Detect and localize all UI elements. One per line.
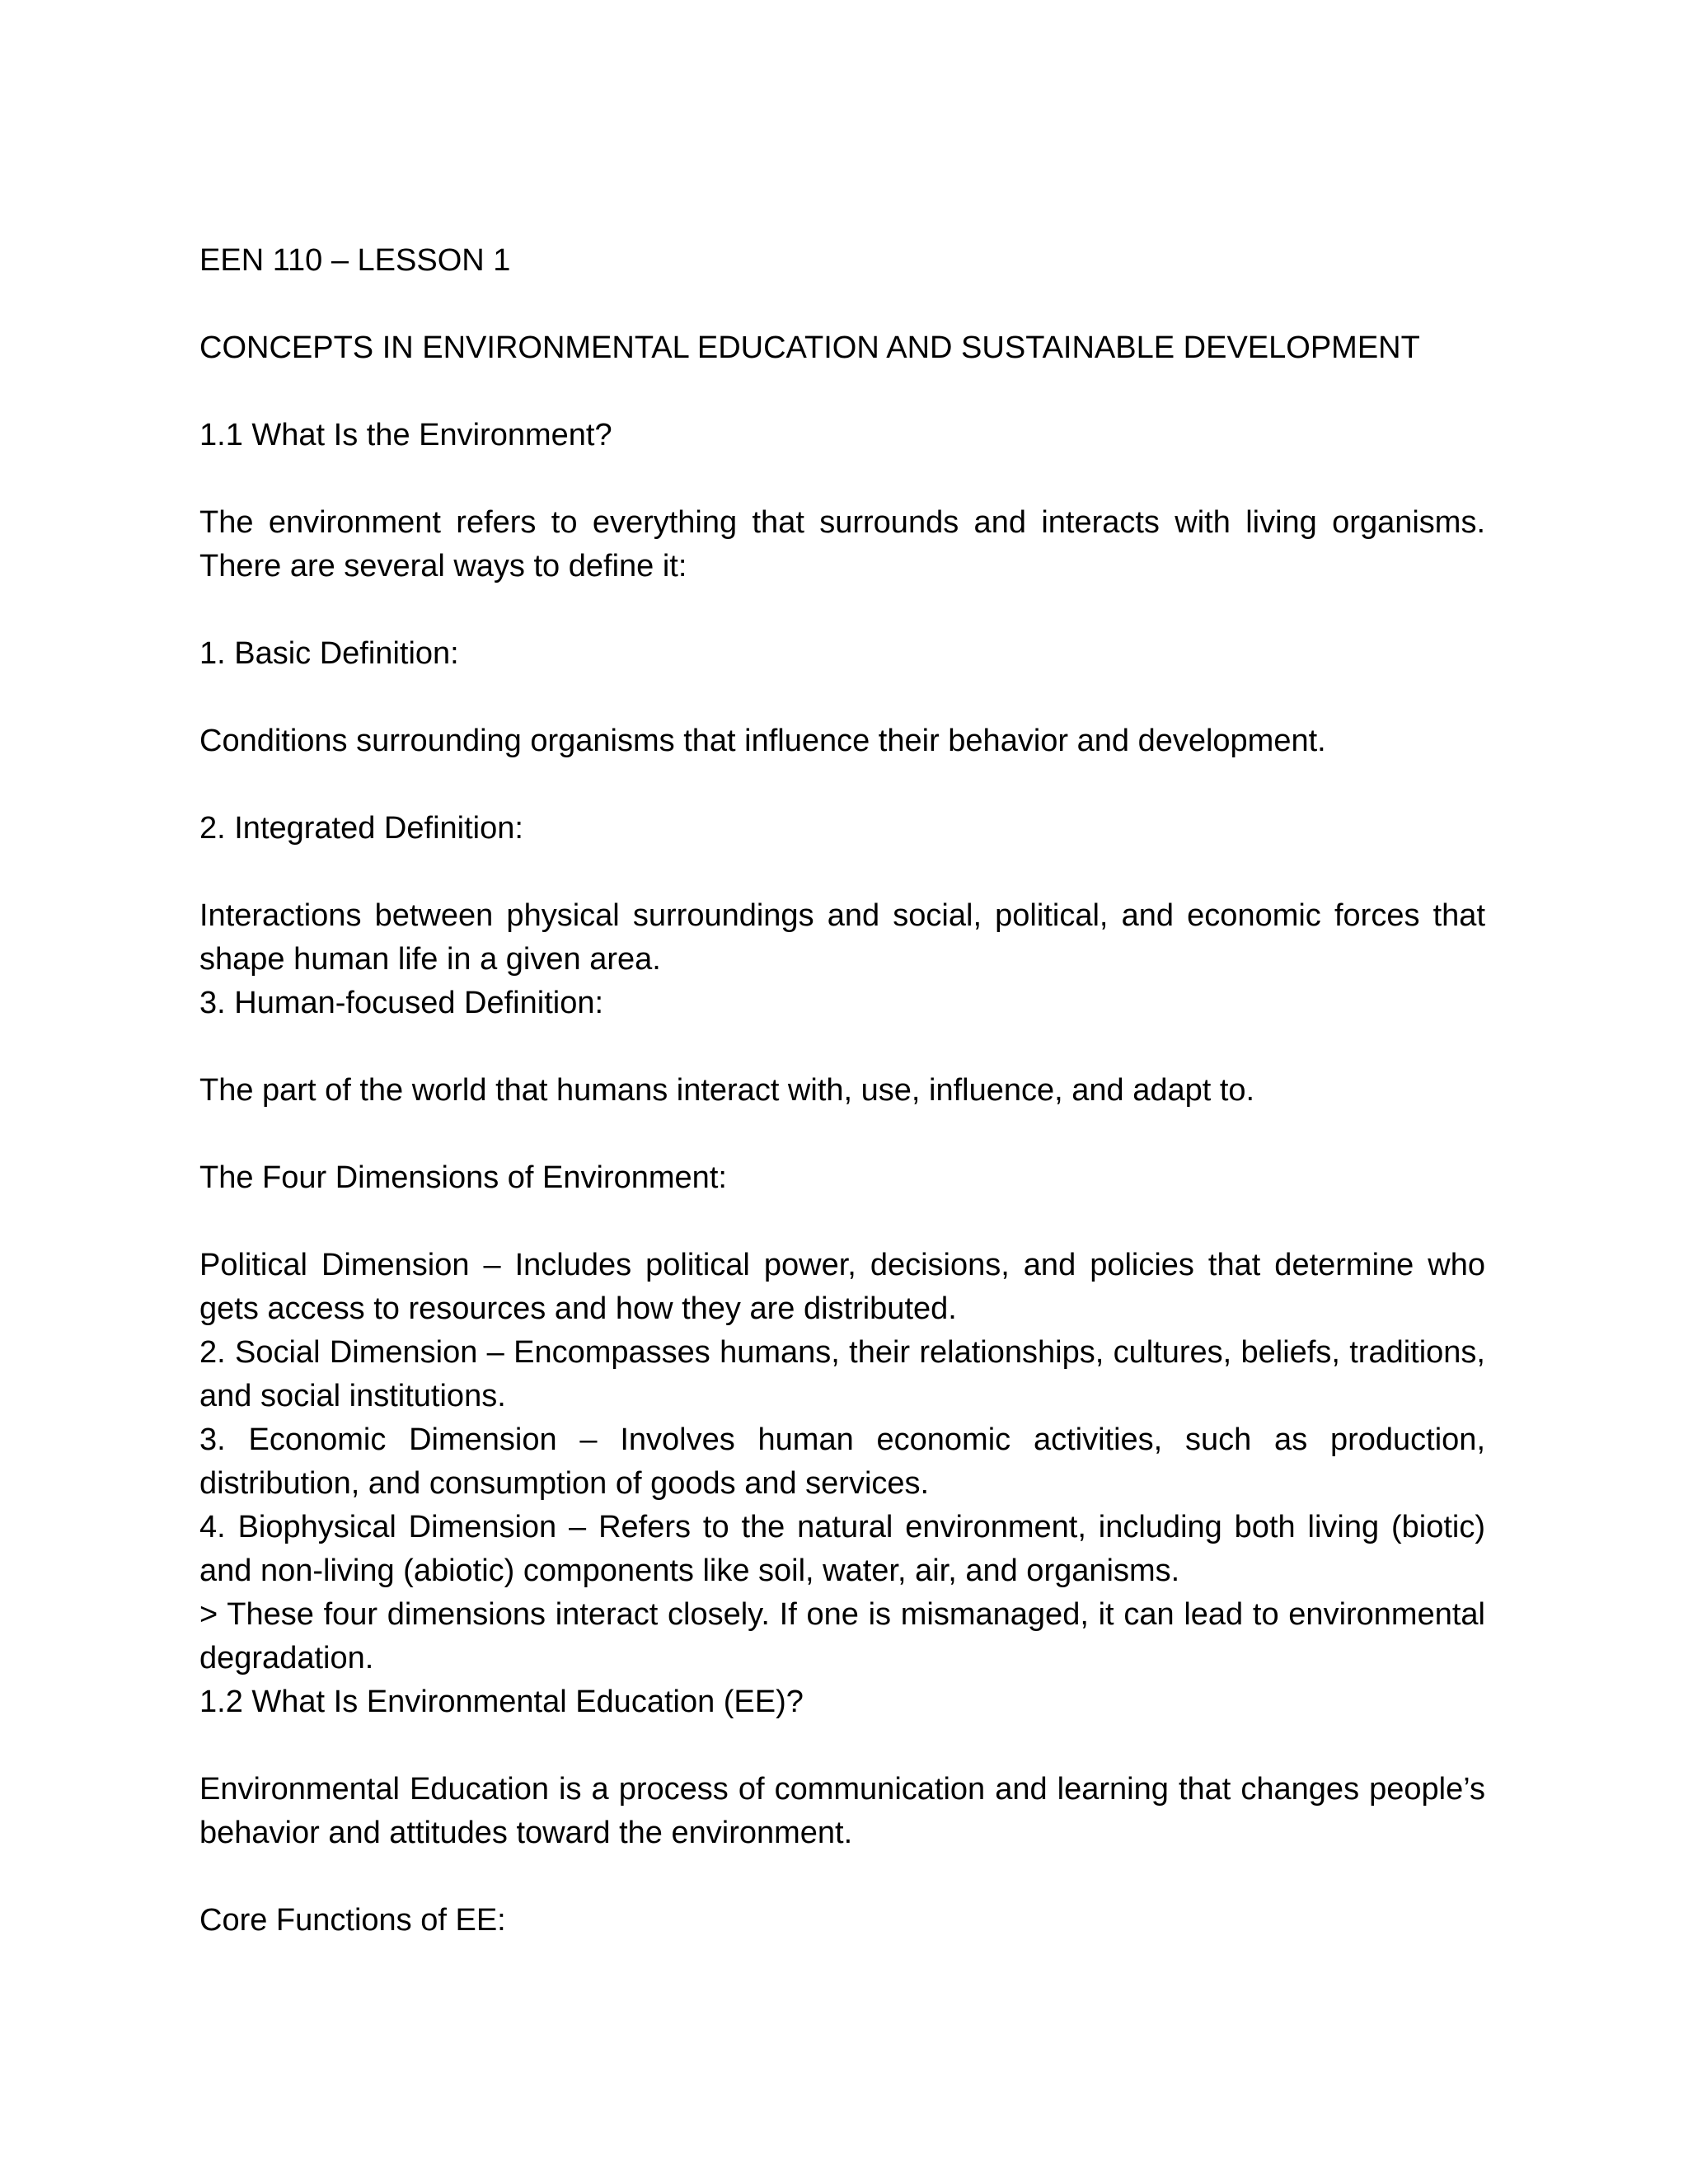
definition-title-integrated: 2. Integrated Definition: bbox=[199, 811, 523, 846]
document-body bbox=[199, 239, 1485, 1943]
dimension-social: 2. Social Dimension – Encompasses humans, their relationships, cultures, beliefs, traditions, and social institutions. bbox=[199, 1335, 1485, 1413]
dimensions-note: > These four dimensions interact closely. If one is mismanaged, it can lead to environmental degradation. bbox=[199, 1597, 1485, 1675]
definition-title-human-focused: 3. Human-focused Definition: bbox=[199, 986, 604, 1020]
environmental-education-definition: Environmental Education is a process of communication and learning that changes people’s behavior and attitudes toward the environment. bbox=[199, 1772, 1485, 1850]
definition-text-basic: Conditions surrounding organisms that influence their behavior and development. bbox=[199, 724, 1326, 758]
section-heading-1-2: 1.2 What Is Environmental Education (EE)? bbox=[199, 1685, 804, 1719]
definition-text-human-focused: The part of the world that humans interact with, use, influence, and adapt to. bbox=[199, 1073, 1255, 1108]
environment-intro: The environment refers to everything that surrounds and interacts with living organisms. There are several ways to define it: bbox=[199, 505, 1485, 583]
definition-title-basic: 1. Basic Definition: bbox=[199, 636, 459, 671]
dimensions-heading: The Four Dimensions of Environment: bbox=[199, 1160, 727, 1195]
dimension-economic: 3. Economic Dimension – Involves human economic activities, such as production, distribution, and consumption of goods and services. bbox=[199, 1422, 1485, 1501]
lesson-title: CONCEPTS IN ENVIRONMENTAL EDUCATION AND SUSTAINABLE DEVELOPMENT bbox=[199, 330, 1420, 365]
dimension-biophysical: 4. Biophysical Dimension – Refers to the natural environment, including both living (biotic) and non-living (abiotic) components like soil, water, air, and organisms. bbox=[199, 1510, 1485, 1588]
course-title: EEN 110 – LESSON 1 bbox=[199, 243, 511, 278]
definition-text-integrated: Interactions between physical surroundings and social, political, and economic forces that shape human life in a given area. bbox=[199, 898, 1485, 977]
dimension-political: Political Dimension – Includes political power, decisions, and policies that determine who gets access to resources and how they are distributed. bbox=[199, 1248, 1485, 1326]
core-functions-heading: Core Functions of EE: bbox=[199, 1903, 506, 1938]
section-heading-1-1: 1.1 What Is the Environment? bbox=[199, 418, 612, 452]
